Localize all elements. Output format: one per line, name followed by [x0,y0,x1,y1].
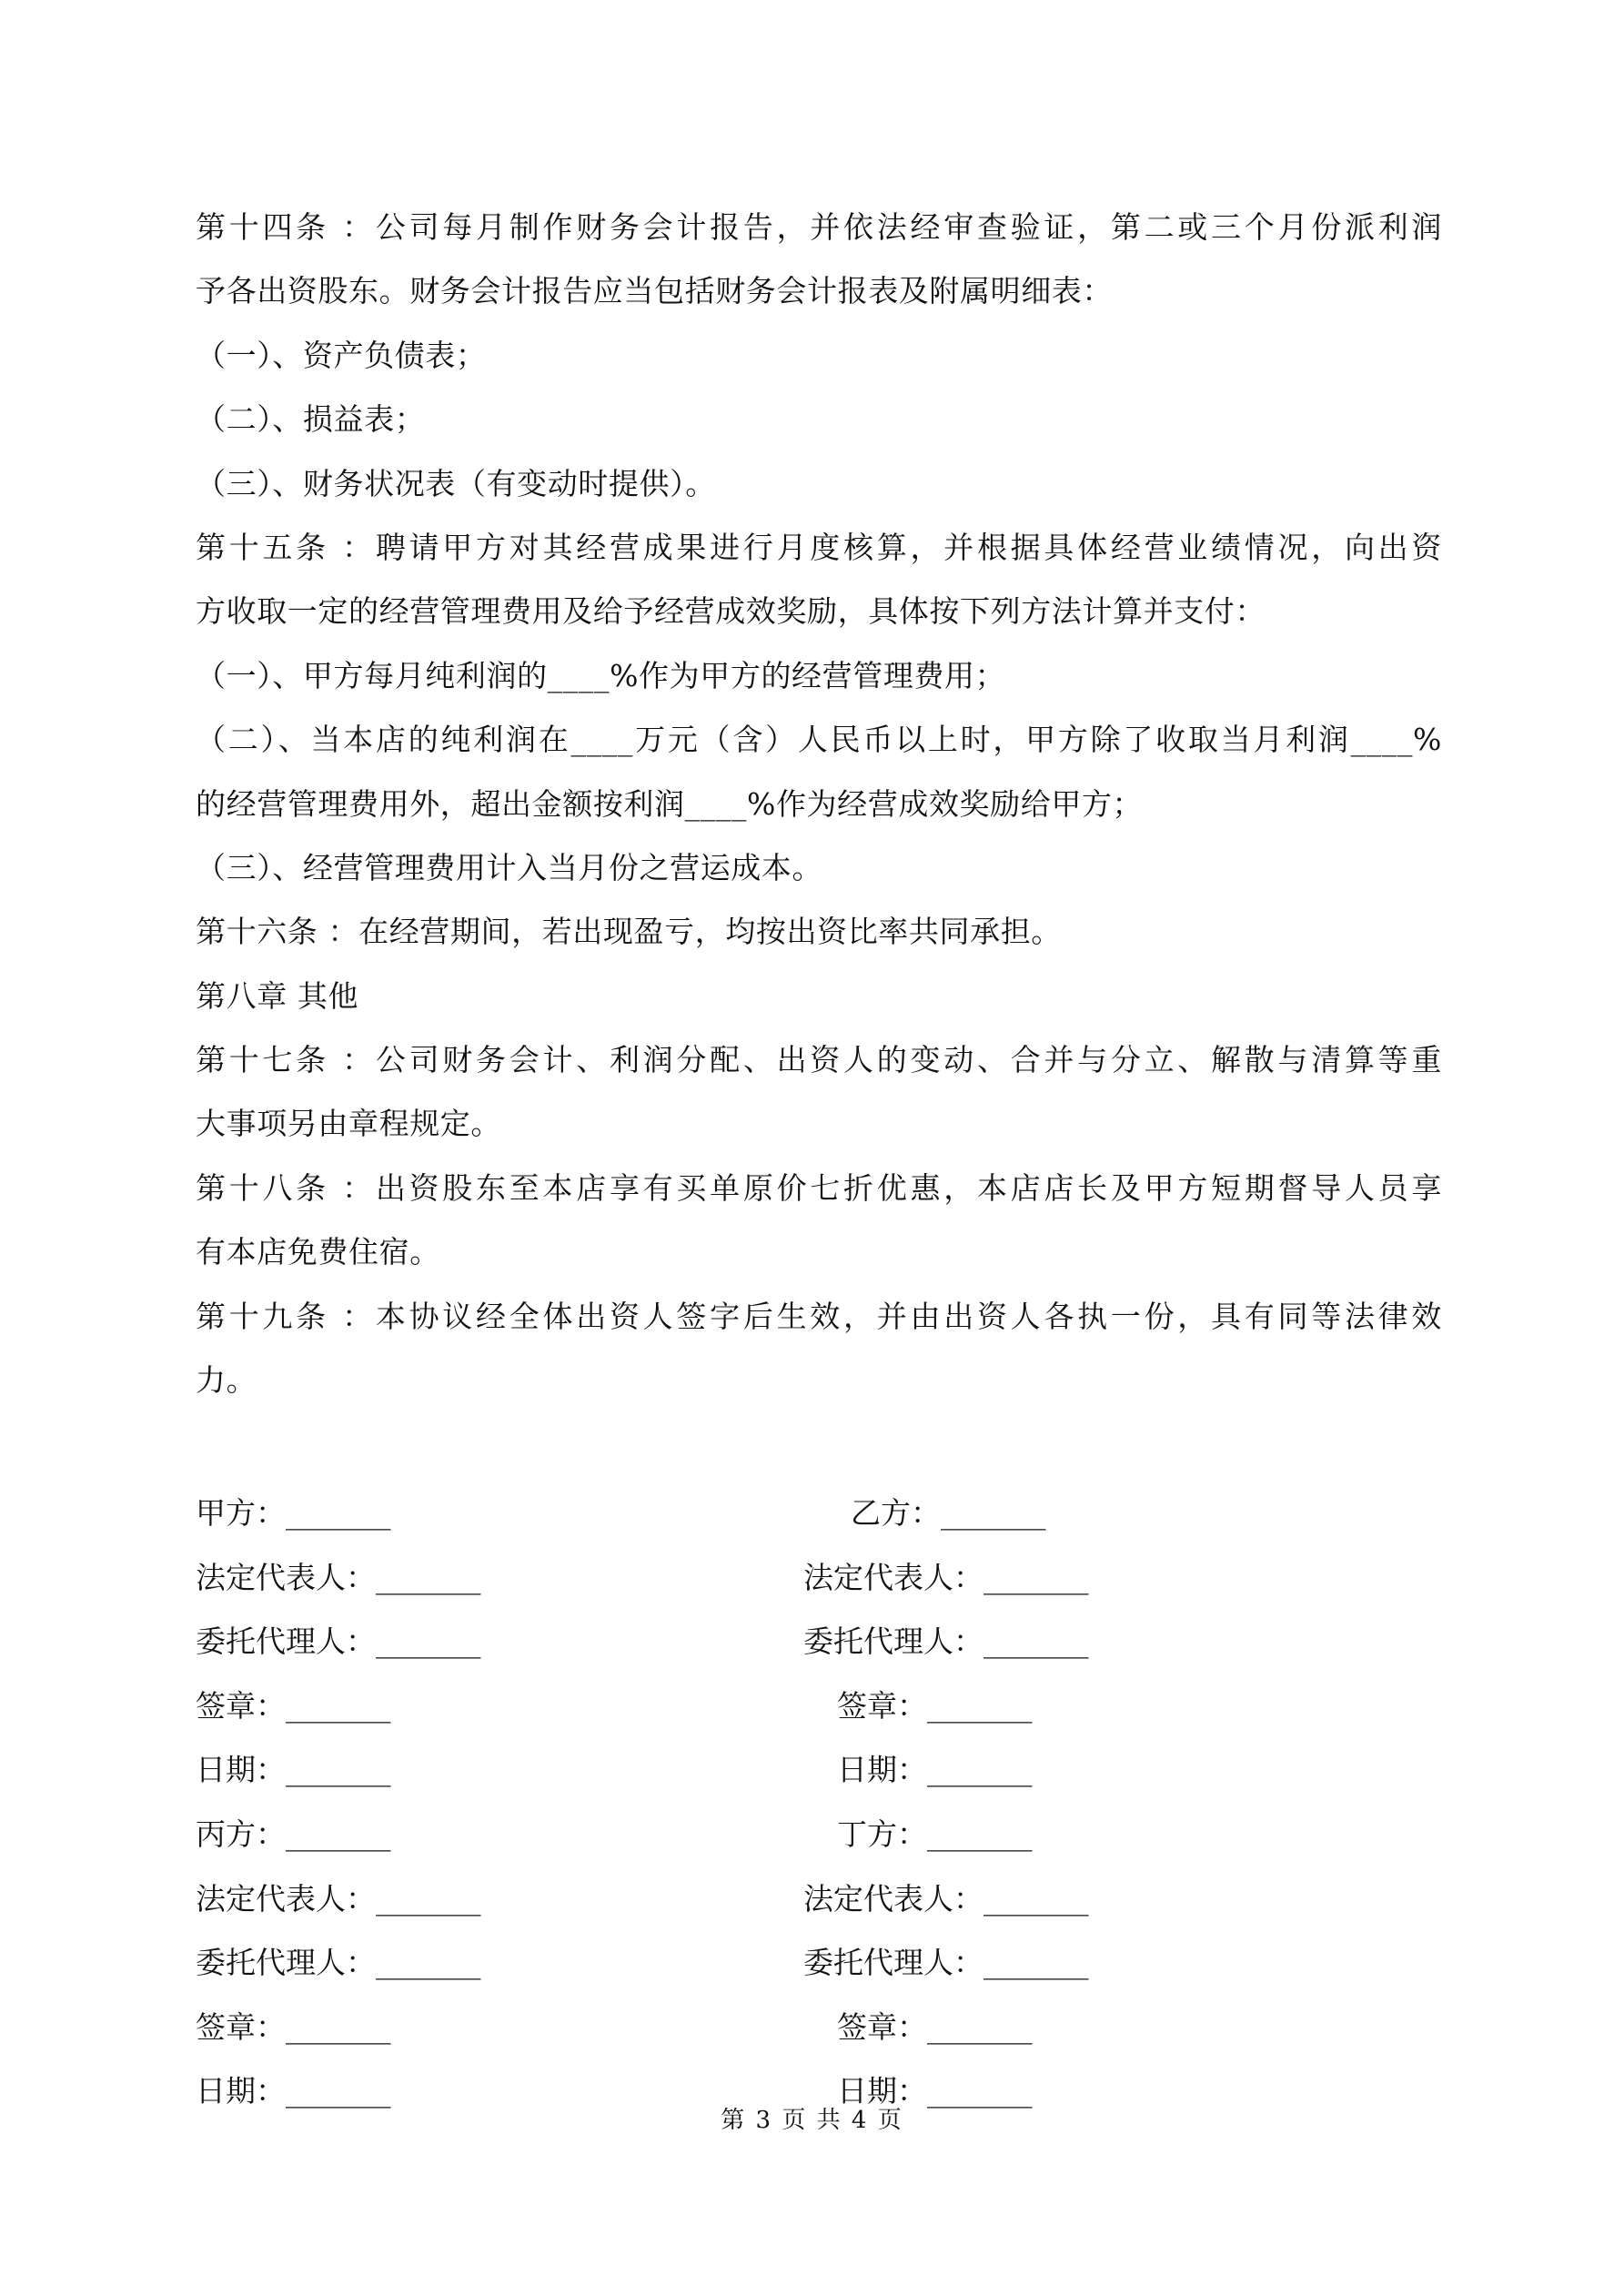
article-14-line-2: 予各出资股东。财务会计报告应当包括财务会计报表及附属明细表： [196,273,1113,309]
signature-row-agent [196,1610,1442,1674]
article-17-line-1: 第十七条 ：公司财务会计、利润分配、出资人的变动、合并与分立、解散与清算等重 [196,1042,1442,1078]
party-d-field: 丁方：_______ [837,1816,1033,1852]
article-17-line-2: 大事项另由章程规定。 [196,1106,501,1142]
chapter-8-heading: 第八章 其他 [196,977,359,1014]
party-d-agent-field: 委托代理人：_______ [803,1945,1089,1981]
article-18-line-2: 有本店免费住宿。 [196,1234,440,1270]
signature-row-party-2 [196,1803,1442,1867]
party-b-agent-field: 委托代理人：_______ [803,1623,1089,1660]
party-a-agent-field: 委托代理人：_______ [196,1623,481,1660]
signature-row-party [196,1482,1442,1546]
article-14-item-2: （二）、损益表； [196,401,426,438]
party-d-legal-rep-field: 法定代表人：_______ [803,1880,1089,1917]
article-18-line-1: 第十八条 ：出资股东至本店享有买单原价七折优惠，本店店长及甲方短期督导人员享 [196,1169,1442,1206]
party-b-seal-field: 签章：_______ [837,1687,1033,1724]
party-c-date-field: 日期：_______ [196,2073,391,2109]
party-c-agent-field: 委托代理人：_______ [196,1945,481,1981]
party-a-date-field: 日期：_______ [196,1752,391,1788]
party-c-field: 丙方：_______ [196,1816,391,1852]
party-a-field: 甲方：_______ [196,1495,391,1531]
article-15-item-2-line-2: 的经营管理费用外，超出金额按利润____%作为经营成效奖励给甲方； [196,785,1144,822]
party-d-seal-field: 签章：_______ [837,2008,1033,2045]
article-19-line-2: 力。 [196,1362,257,1399]
article-16: 第十六条 ：在经营期间，若出现盈亏，均按出资比率共同承担。 [196,914,1062,950]
article-15-item-1: （一）、甲方每月纯利润的____%作为甲方的经营管理费用； [196,657,1006,693]
article-14-item-1: （一）、资产负债表； [196,337,487,373]
signature-block [196,1482,1442,2124]
article-15-line-1: 第十五条 ：聘请甲方对其经营成果进行月度核算，并根据具体经营业绩情况，向出资 [196,529,1442,565]
signature-row-agent-2 [196,1931,1442,1996]
signature-row-legal-rep-2 [196,1867,1442,1932]
article-15-line-2: 方收取一定的经营管理费用及给予经营成效奖励，具体按下列方法计算并支付： [196,593,1266,630]
article-14-item-3: （三）、财务状况表（有变动时提供）。 [196,465,716,501]
article-15-item-3: （三）、经营管理费用计入当月份之营运成本。 [196,849,823,885]
signature-row-seal-2 [196,1996,1442,2060]
party-a-legal-rep-field: 法定代表人：_______ [196,1559,481,1595]
page-number-footer: 第 3 页 共 4 页 [721,2107,903,2134]
signature-row-date [196,1738,1442,1803]
article-15-item-2-line-1: （二）、当本店的纯利润在____万元（含）人民币以上时，甲方除了收取当月利润____% [196,722,1442,758]
agreement-body [196,196,1442,1412]
party-a-seal-field: 签章：_______ [196,1687,391,1724]
party-b-legal-rep-field: 法定代表人：_______ [803,1559,1089,1595]
article-19-line-1: 第十九条 ：本协议经全体出资人签字后生效，并由出资人各执一份，具有同等法律效 [196,1298,1442,1334]
party-c-seal-field: 签章：_______ [196,2008,391,2045]
signature-row-seal [196,1674,1442,1739]
party-b-field: 乙方：_______ [851,1495,1046,1531]
party-d-date-field: 日期：_______ [837,2073,1033,2109]
party-b-date-field: 日期：_______ [837,1752,1033,1788]
party-c-legal-rep-field: 法定代表人：_______ [196,1880,481,1917]
signature-row-legal-rep [196,1546,1442,1611]
article-14-line-1: 第十四条 ：公司每月制作财务会计报告，并依法经审查验证，第二或三个月份派利润 [196,209,1442,245]
